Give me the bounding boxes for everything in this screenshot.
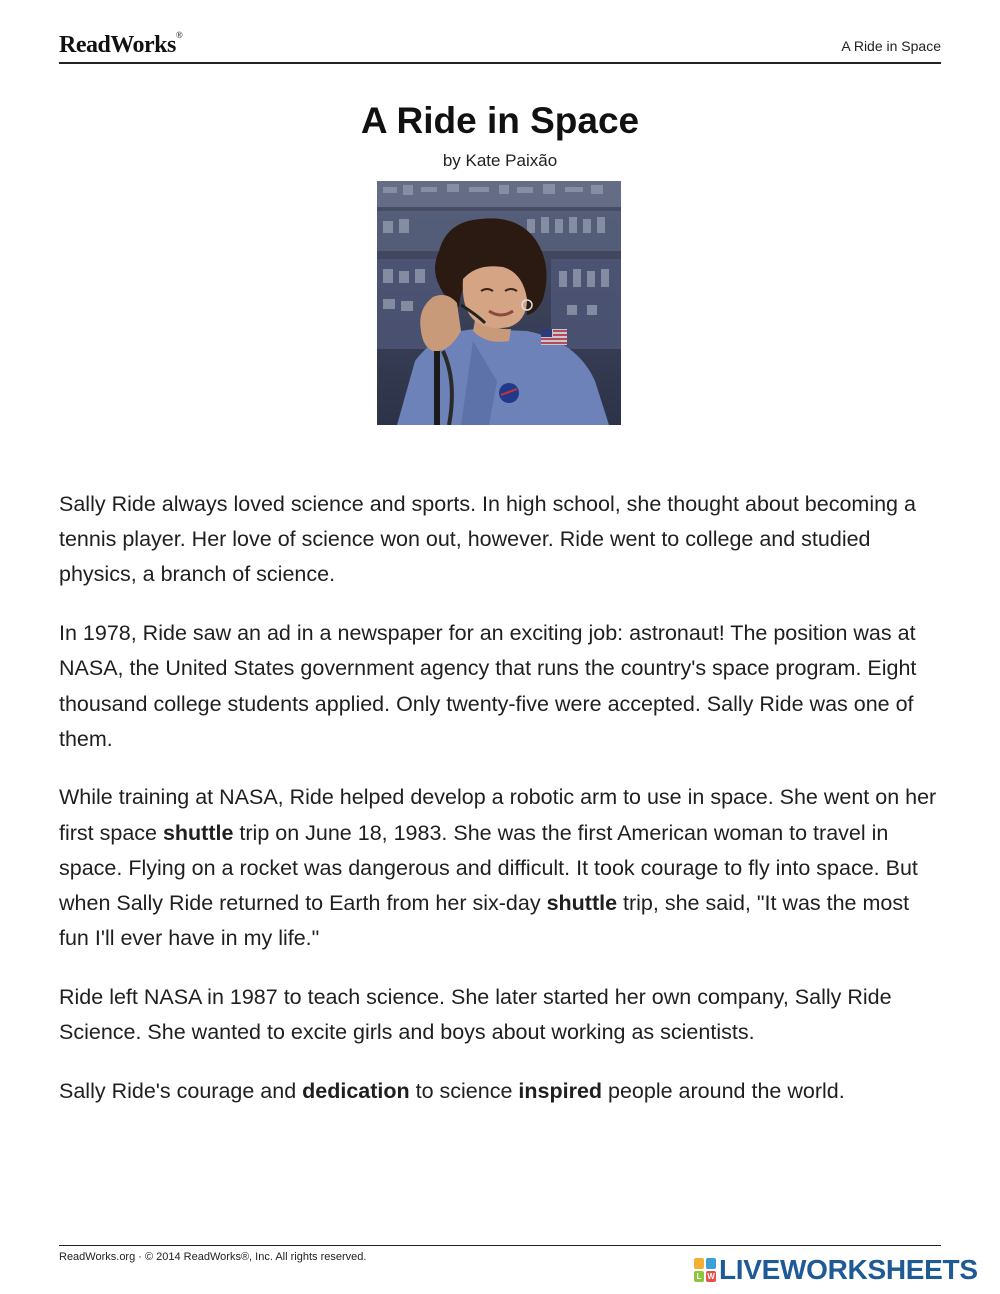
liveworksheets-blocks-icon	[694, 1258, 716, 1282]
lw-block	[694, 1258, 704, 1269]
lw-block: L	[694, 1271, 704, 1282]
footer-copyright: ReadWorks.org · © 2014 ReadWorks®, Inc. All rights reserved.	[59, 1251, 367, 1263]
photo-illustration	[377, 181, 621, 425]
article-byline: by Kate Paixão	[442, 151, 558, 170]
paragraph-text: In 1978, Ride saw an ad in a newspaper for an exciting job: astronaut! The position was at NASA, the United States government agency that runs the country's space program. Eight thousand college students applied. Only twenty-five were accepted. Sally Ride was one of them.	[59, 621, 917, 751]
lw-block: W	[707, 1272, 715, 1281]
vocabulary-word: shuttle	[162, 820, 234, 845]
body-paragraph	[59, 616, 941, 757]
readworks-logo-text: ReadWorks	[59, 32, 176, 58]
readworks-logo	[59, 32, 182, 59]
paragraph-text: trip, she said, "It was the most fun I'll ever have in my life."	[59, 891, 910, 951]
vocabulary-word: inspired	[518, 1078, 603, 1103]
registered-mark: ®	[175, 30, 183, 40]
liveworksheets-wordmark: LIVEWORKSHEETS	[719, 1254, 978, 1285]
astronaut-photo	[377, 181, 621, 425]
paragraph-text: While training at NASA, Ride helped develop a robotic arm to use in space. She went on her first space	[59, 785, 937, 845]
paragraph-text: Sally Ride always loved science and sports. In high school, she thought about becoming a tennis player. Her love of science won out, however. Ride went to college and studied physics, a branch of science.	[59, 492, 916, 587]
article-body	[59, 487, 941, 1133]
liveworksheets-watermark	[694, 1256, 978, 1284]
body-paragraph	[59, 487, 941, 593]
page-header	[59, 30, 941, 64]
body-paragraph	[59, 780, 941, 956]
paragraph-text: people around the world.	[602, 1078, 845, 1103]
article-title: A Ride in Space	[360, 100, 640, 141]
vocabulary-word: shuttle	[546, 891, 618, 916]
paragraph-text: Sally Ride's courage and	[59, 1078, 303, 1103]
paragraph-text: to science	[409, 1078, 519, 1103]
lw-block	[706, 1258, 716, 1269]
paragraph-text: Ride left NASA in 1987 to teach science. She later started her own company, Sally Ride Science. She wanted to excite girls and boys about working as scientists.	[59, 984, 892, 1045]
paragraph-text: trip on June 18, 1983. She was the first American woman to travel in space. Flying on a rocket was dangerous and difficult. It took courage to fly into space. But when Sally Ride returned to Earth from her six-day	[59, 820, 918, 916]
header-document-title: A Ride in Space	[841, 38, 941, 54]
vocabulary-word: dedication	[302, 1078, 410, 1103]
footer-divider	[59, 1245, 941, 1246]
body-paragraph	[59, 1074, 941, 1109]
body-paragraph	[59, 980, 941, 1050]
